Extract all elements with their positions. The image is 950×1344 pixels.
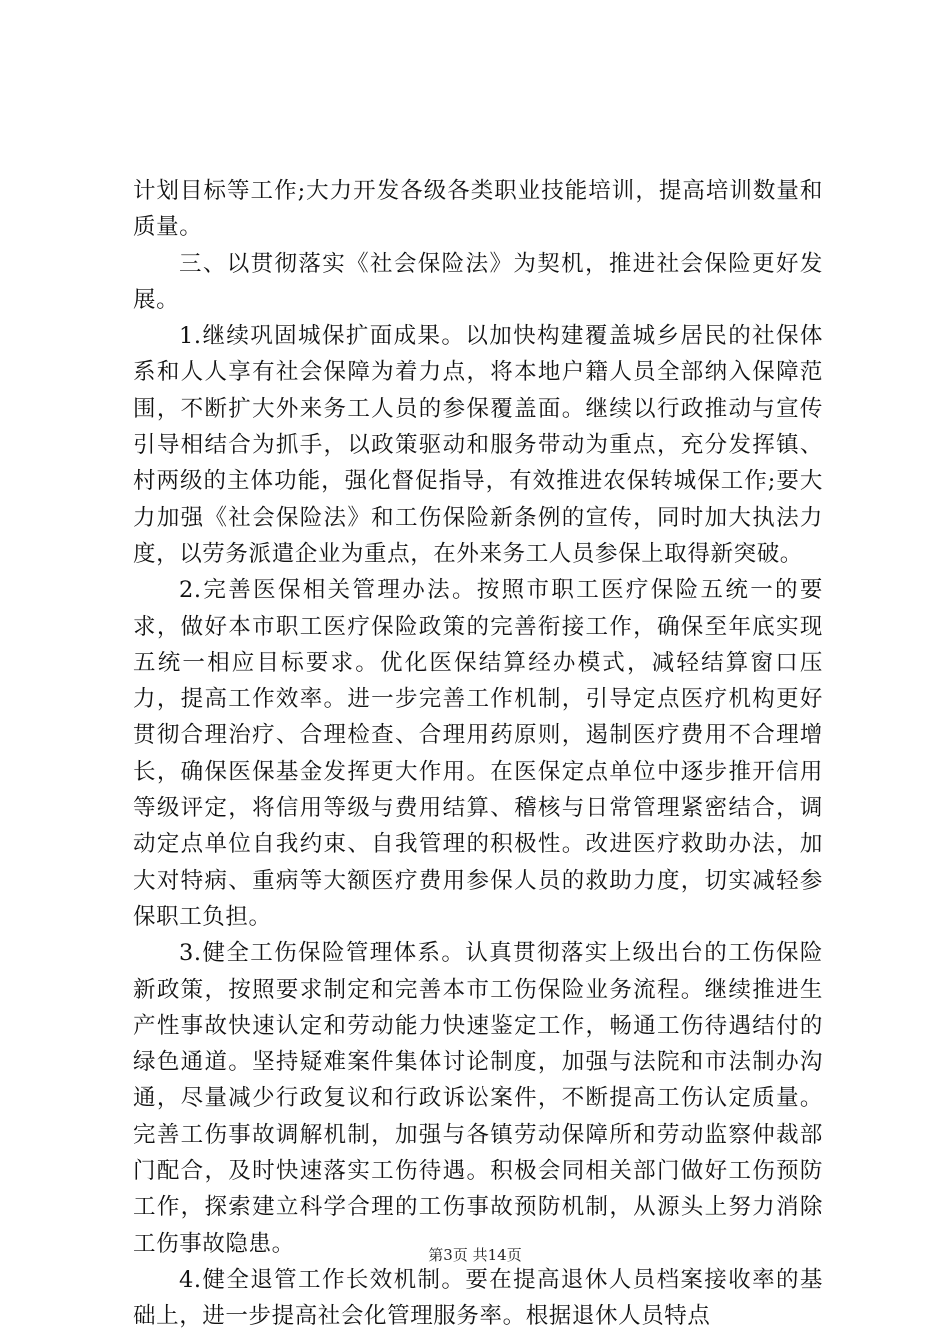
- paragraph-item-2: 2.完善医保相关管理办法。按照市职工医疗保险五统一的要求，做好本市职工医疗保险政策的完善衔接工作，确保至年底实现五统一相应目标要求。优化医保结算经办模式，减轻结算窗口压力，提高工作效率。进一步完善工作机制，引导定点医疗机构更好贯彻合理治疗、合理检查、合理用药原则，遏制医疗费用不合理增长，确保医保基金发挥更大作用。在医保定点单位中逐步推开信用等级评定，将信用等级与费用结算、稽核与日常管理紧密结合，调动定点单位自我约束、自我管理的积极性。改进医疗救助办法，加大对特病、重病等大额医疗费用参保人员的救助力度，切实减轻参保职工负担。: [133, 577, 823, 930]
- section-heading-3: 三、以贯彻落实《社会保险法》为契机，推进社会保险更好发展。: [133, 250, 823, 313]
- page-number-footer: 第3页 共14页: [428, 1246, 522, 1264]
- paragraph-continuation: 计划目标等工作;大力开发各级各类职业技能培训，提高培训数量和质量。: [133, 178, 823, 241]
- paragraph-item-4: 4.健全退管工作长效机制。要在提高退休人员档案接收率的基础上，进一步提高社会化管理服务率。根据退休人员特点: [133, 1266, 823, 1330]
- paragraph-item-3: 3.健全工伤保险管理体系。认真贯彻落实上级出台的工伤保险新政策，按照要求制定和完善本市工伤保险业务流程。继续推进生产性事故快速认定和劳动能力快速鉴定工作，畅通工伤待遇结付的绿色通道。坚持疑难案件集体讨论制度，加强与法院和市法制办沟通，尽量减少行政复议和行政诉讼案件，不断提高工伤认定质量。完善工伤事故调解机制，加强与各镇劳动保障所和劳动监察仲裁部门配合，及时快速落实工伤待遇。积极会同相关部门做好工伤预防工作，探索建立科学合理的工伤事故预防机制，从源头上努力消除工伤事故隐患。: [133, 940, 823, 1257]
- paragraph-item-1: 1.继续巩固城保扩面成果。以加快构建覆盖城乡居民的社保体系和人人享有社会保障为着力点，将本地户籍人员全部纳入保障范围，不断扩大外来务工人员的参保覆盖面。继续以行政推动与宣传引导相结合为抓手，以政策驱动和服务带动为重点，充分发挥镇、村两级的主体功能，强化督促指导，有效推进农保转城保工作;要大力加强《社会保险法》和工伤保险新条例的宣传，同时加大执法力度，以劳务派遣企业为重点，在外来务工人员参保上取得新突破。: [133, 323, 823, 567]
- document-body: [133, 173, 823, 1335]
